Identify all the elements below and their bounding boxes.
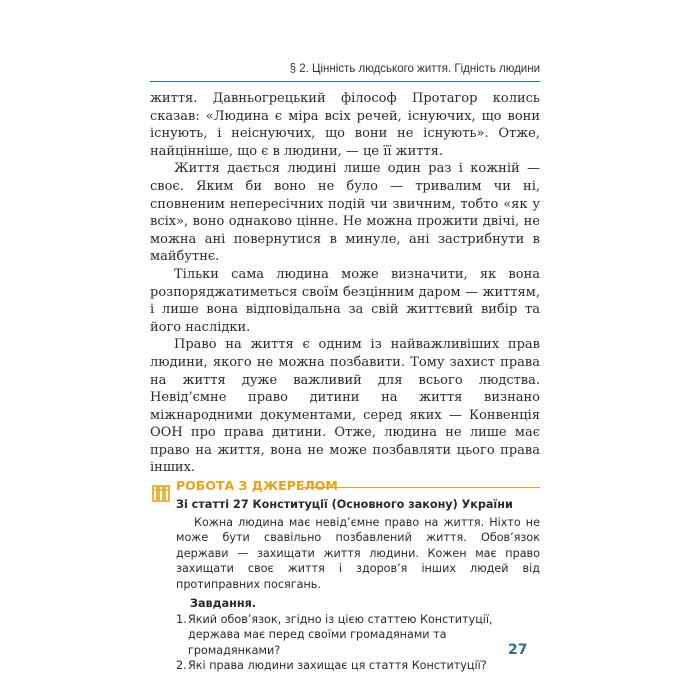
paragraph: життя. Давньогрецький філософ Протагор колись сказав: «Людина є міра всіх речей, існуючих, що вони існують, і неіснуючих, що вони не існують». Отже, найцінніше, що є в людини, — це її життя. (150, 91, 540, 159)
header-rule (150, 81, 540, 82)
source-section (176, 497, 540, 674)
page-number: 27 (508, 642, 528, 658)
source-section-title: РОБОТА З ДЖЕРЕЛОМ (176, 478, 338, 493)
source-quote (176, 515, 540, 593)
tasks-label: Завдання. (190, 597, 257, 610)
main-text (150, 90, 540, 477)
paragraph: Тільки сама людина може визначити, як вона розпоряджатиметься своїм безцінним даром — життям, і лише вона відповідальна за свій життєвий вибір та його наслідки. (150, 266, 540, 335)
task-number: 2. (176, 659, 187, 672)
task-list (176, 612, 540, 674)
paragraph: Життя дається людині лише один раз і кожній — своє. Яким би воно не було — тривалим чи ні, сповненим непересічних подій чи звичним, тобто «як у всіх», воно однаково цінне. Не можна прожити двічі, не можна ані повернутися в минуле, ані застрибнути в майбутнє. (150, 161, 540, 265)
source-heading: Зі статті 27 Конституції (Основного закону) України (176, 498, 513, 511)
task-item (176, 658, 540, 674)
document-stack-icon (152, 483, 170, 503)
source-section-rule (302, 487, 540, 488)
quote-text: Кожна людина має невід’ємне право на життя. Ніхто не може бути свавільно позбавлений життя. Обов’язок держави — захищати життя людини. Кожен має право захищати своє життя і здоров’я інших людей від протиправних посягань. (176, 515, 540, 591)
task-text: Який обов’язок, згідно із цією статтею Конституції, держава має перед своїми громадянами та громадянками? (188, 612, 493, 657)
task-number: 1. (176, 612, 187, 626)
task-item (176, 612, 540, 659)
task-text: Які права людини захищає ця стаття Конституції? (188, 659, 487, 672)
paragraph: Право на життя є одним із найважливіших прав людини, якого не можна позбавити. Тому захист права на життя дуже важливий для всього людства. Невід’ємне право дитини на життя визнано міжнародними документами, серед яких — Конвенція ООН про права дитини. Отже, людина не лише має право на життя, вона не може позбавляти цього права інших. (150, 337, 540, 476)
running-header: § 2. Цінність людського життя. Гідність людини (289, 63, 540, 75)
